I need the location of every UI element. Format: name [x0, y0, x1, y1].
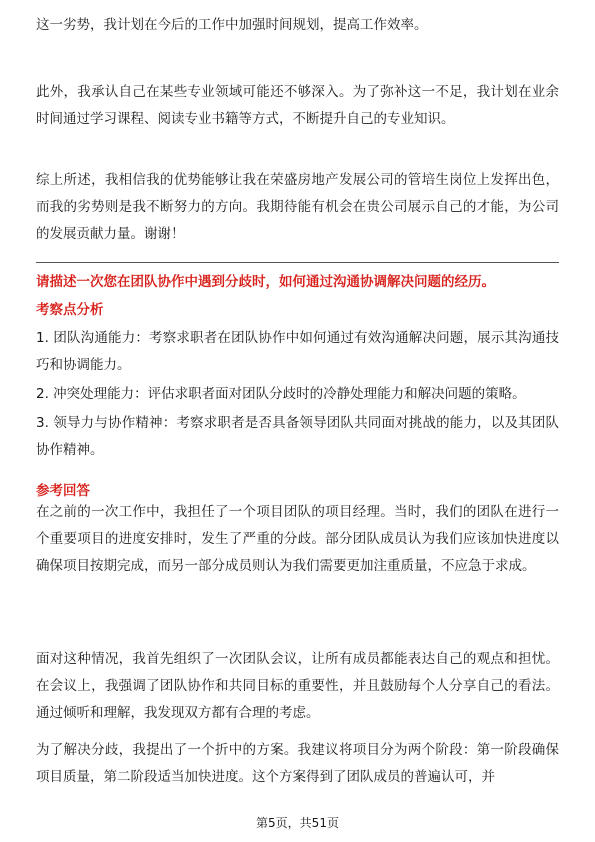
- question-title: 请描述一次您在团队协作中遇到分歧时，如何通过沟通协调解决问题的经历。: [36, 274, 495, 290]
- analysis-heading-block: [36, 300, 559, 320]
- intro-section-2: [36, 79, 559, 133]
- intro-section: [36, 12, 559, 39]
- answer-paragraph-2-block: [36, 646, 559, 727]
- answer-paragraph-3-block: [36, 737, 559, 791]
- analysis-list: [36, 325, 559, 464]
- answer-paragraph-1: 在之前的一次工作中，我担任了一个项目团队的项目经理。当时，我们的团队在进行一个重要项目的进度安排时，发生了严重的分歧。部分团队成员认为我们应该加快进度以确保项目按期完成，而另一部分成员则认为我们需要更加注重质量，不应急于求成。: [36, 504, 559, 574]
- answer-heading-block: [36, 481, 559, 501]
- analysis-item-3: 3. 领导力与协作精神：考察求职者是否具备领导团队共同面对挑战的能力，以及其团队协作精神。: [36, 415, 559, 458]
- analysis-item-2: 2. 冲突处理能力：评估求职者面对团队分歧时的冷静处理能力和解决问题的策略。: [36, 386, 526, 402]
- intro-paragraph-3: 综上所述，我相信我的优势能够让我在荣盛房地产发展公司的管培生岗位上发挥出色，而我的劣势则是我不断努力的方向。我期待能有机会在贵公司展示自己的才能，为公司的发展贡献力量。谢谢！: [36, 172, 559, 242]
- answer-heading: 参考回答: [36, 483, 90, 499]
- intro-section-3: [36, 167, 559, 248]
- intro-paragraph-2: 此外，我承认自己在某些专业领域可能还不够深入。为了弥补这一不足，我计划在业余时间通过学习课程、阅读专业书籍等方式，不断提升自己的专业知识。: [36, 84, 559, 127]
- answer-paragraph-3: 为了解决分歧，我提出了一个折中的方案。我建议将项目分为两个阶段：第一阶段确保项目质量，第二阶段适当加快进度。这个方案得到了团队成员的普遍认可，并: [36, 742, 559, 785]
- analysis-heading: 考察点分析: [36, 302, 104, 318]
- answer-paragraph-1-block: [36, 499, 559, 580]
- section-divider: [36, 262, 559, 263]
- page-footer: 第5页，共51页: [256, 816, 339, 830]
- intro-paragraph-1: 这一劣势，我计划在今后的工作中加强时间规划，提高工作效率。: [36, 17, 428, 33]
- question-block: [36, 272, 559, 292]
- answer-paragraph-2: 面对这种情况，我首先组织了一次团队会议，让所有成员都能表达自己的观点和担忧。在会议上，我强调了团队协作和共同目标的重要性，并且鼓励每个人分享自己的看法。通过倾听和理解，我发现双方都有合理的考虑。: [36, 651, 559, 721]
- analysis-item-1: 1. 团队沟通能力：考察求职者在团队协作中如何通过有效沟通解决问题，展示其沟通技巧和协调能力。: [36, 330, 559, 373]
